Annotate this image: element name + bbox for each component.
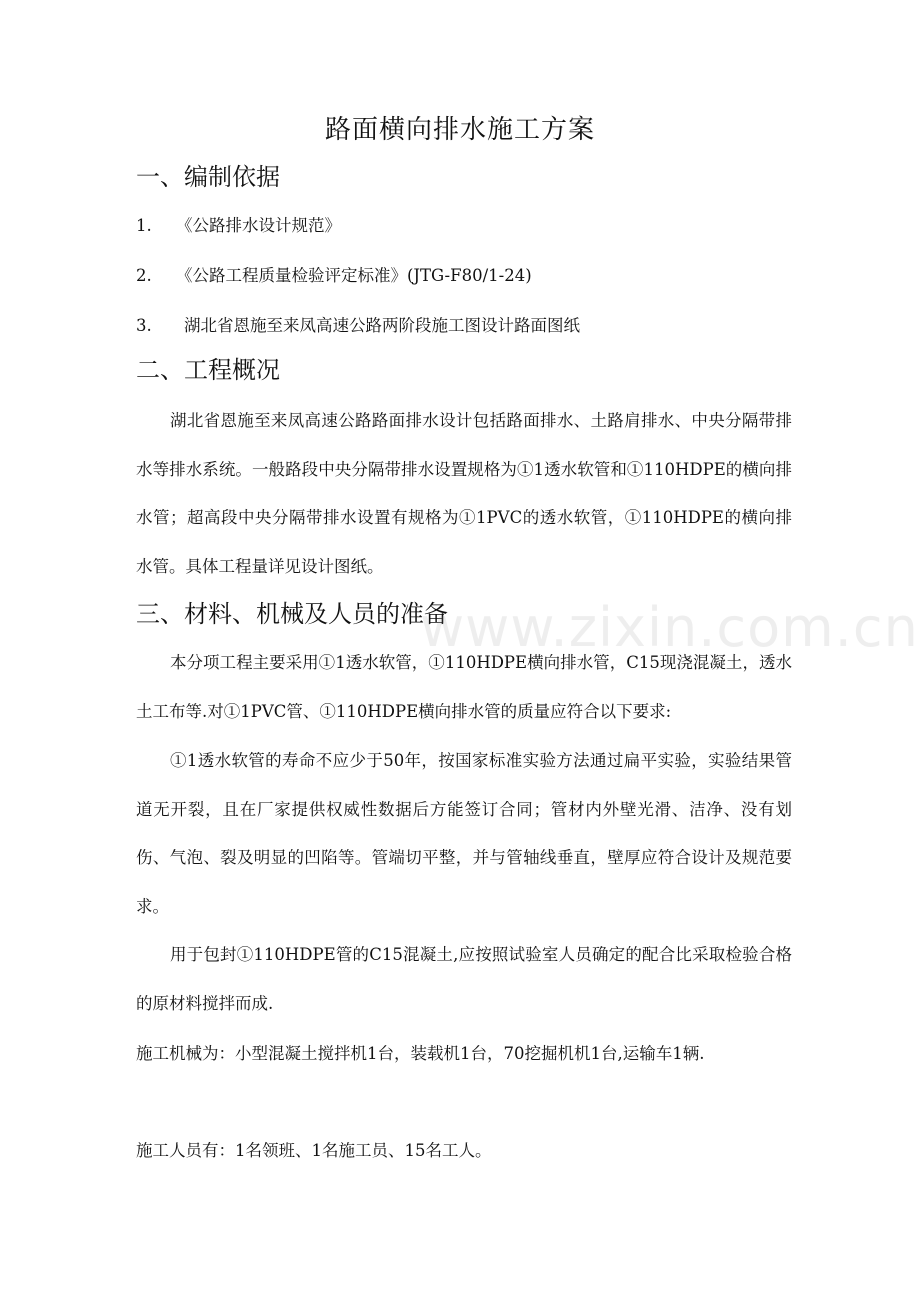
reference-item-3-number: 3. xyxy=(136,316,152,335)
section-2-heading: 二、工程概况 xyxy=(136,356,280,384)
reference-item-1-text: 《公路排水设计规范》 xyxy=(176,216,341,235)
watermark: www.zixin.com.cn xyxy=(420,596,919,659)
section-1-heading: 一、编制依据 xyxy=(136,163,280,191)
document-title: 路面横向排水施工方案 xyxy=(324,115,595,145)
reference-item-2 xyxy=(136,264,532,288)
personnel-paragraph: 施工人员有：1名领班、1名施工员、15名工人。 xyxy=(136,1141,492,1160)
reference-item-1-number: 1. xyxy=(136,216,152,235)
reference-item-2-number: 2. xyxy=(136,266,152,285)
machinery-paragraph: 施工机械为：小型混凝土搅拌机1台，装载机1台，70挖掘机机1台,运输车1辆. xyxy=(136,1044,705,1063)
drain-pipe-requirements-paragraph: ①1透水软管的寿命不应少于50年，按国家标准实验方法通过扁平实验，实验结果管道无开裂，且在厂家提供权威性数据后方能签订合同；管材内外壁光滑、洁净、没有划伤、气泡、裂及明显的凹陷等。管端切平整，并与管轴线垂直，壁厚应符合设计及规范要求。 xyxy=(136,751,792,916)
reference-item-3-text: 湖北省恩施至来凤高速公路两阶段施工图设计路面图纸 xyxy=(184,316,580,335)
materials-paragraph: 本分项工程主要采用①1透水软管，①110HDPE横向排水管，C15现浇混凝土，透水土工布等.对①1PVC管、①110HDPE横向排水管的质量应符合以下要求: xyxy=(136,653,792,721)
reference-item-1 xyxy=(136,214,341,238)
reference-item-3 xyxy=(136,314,580,338)
section-3-heading: 三、材料、机械及人员的准备 xyxy=(136,600,448,628)
concrete-paragraph: 用于包封①110HDPE管的C15混凝土,应按照试验室人员确定的配合比采取检验合格的原材料搅拌而成. xyxy=(136,945,792,1013)
project-overview-paragraph: 湖北省恩施至来凤高速公路路面排水设计包括路面排水、土路肩排水、中央分隔带排水等排水系统。一般路段中央分隔带排水设置规格为①1透水软管和①110HDPE的横向排水管；超高段中央分隔带排水设置有规格为①1PVC的透水软管，①110HDPE的横向排水管。具体工程量详见设计图纸。 xyxy=(136,411,792,576)
reference-item-2-text: 《公路工程质量检验评定标准》(JTG-F80/1-24) xyxy=(176,266,532,285)
